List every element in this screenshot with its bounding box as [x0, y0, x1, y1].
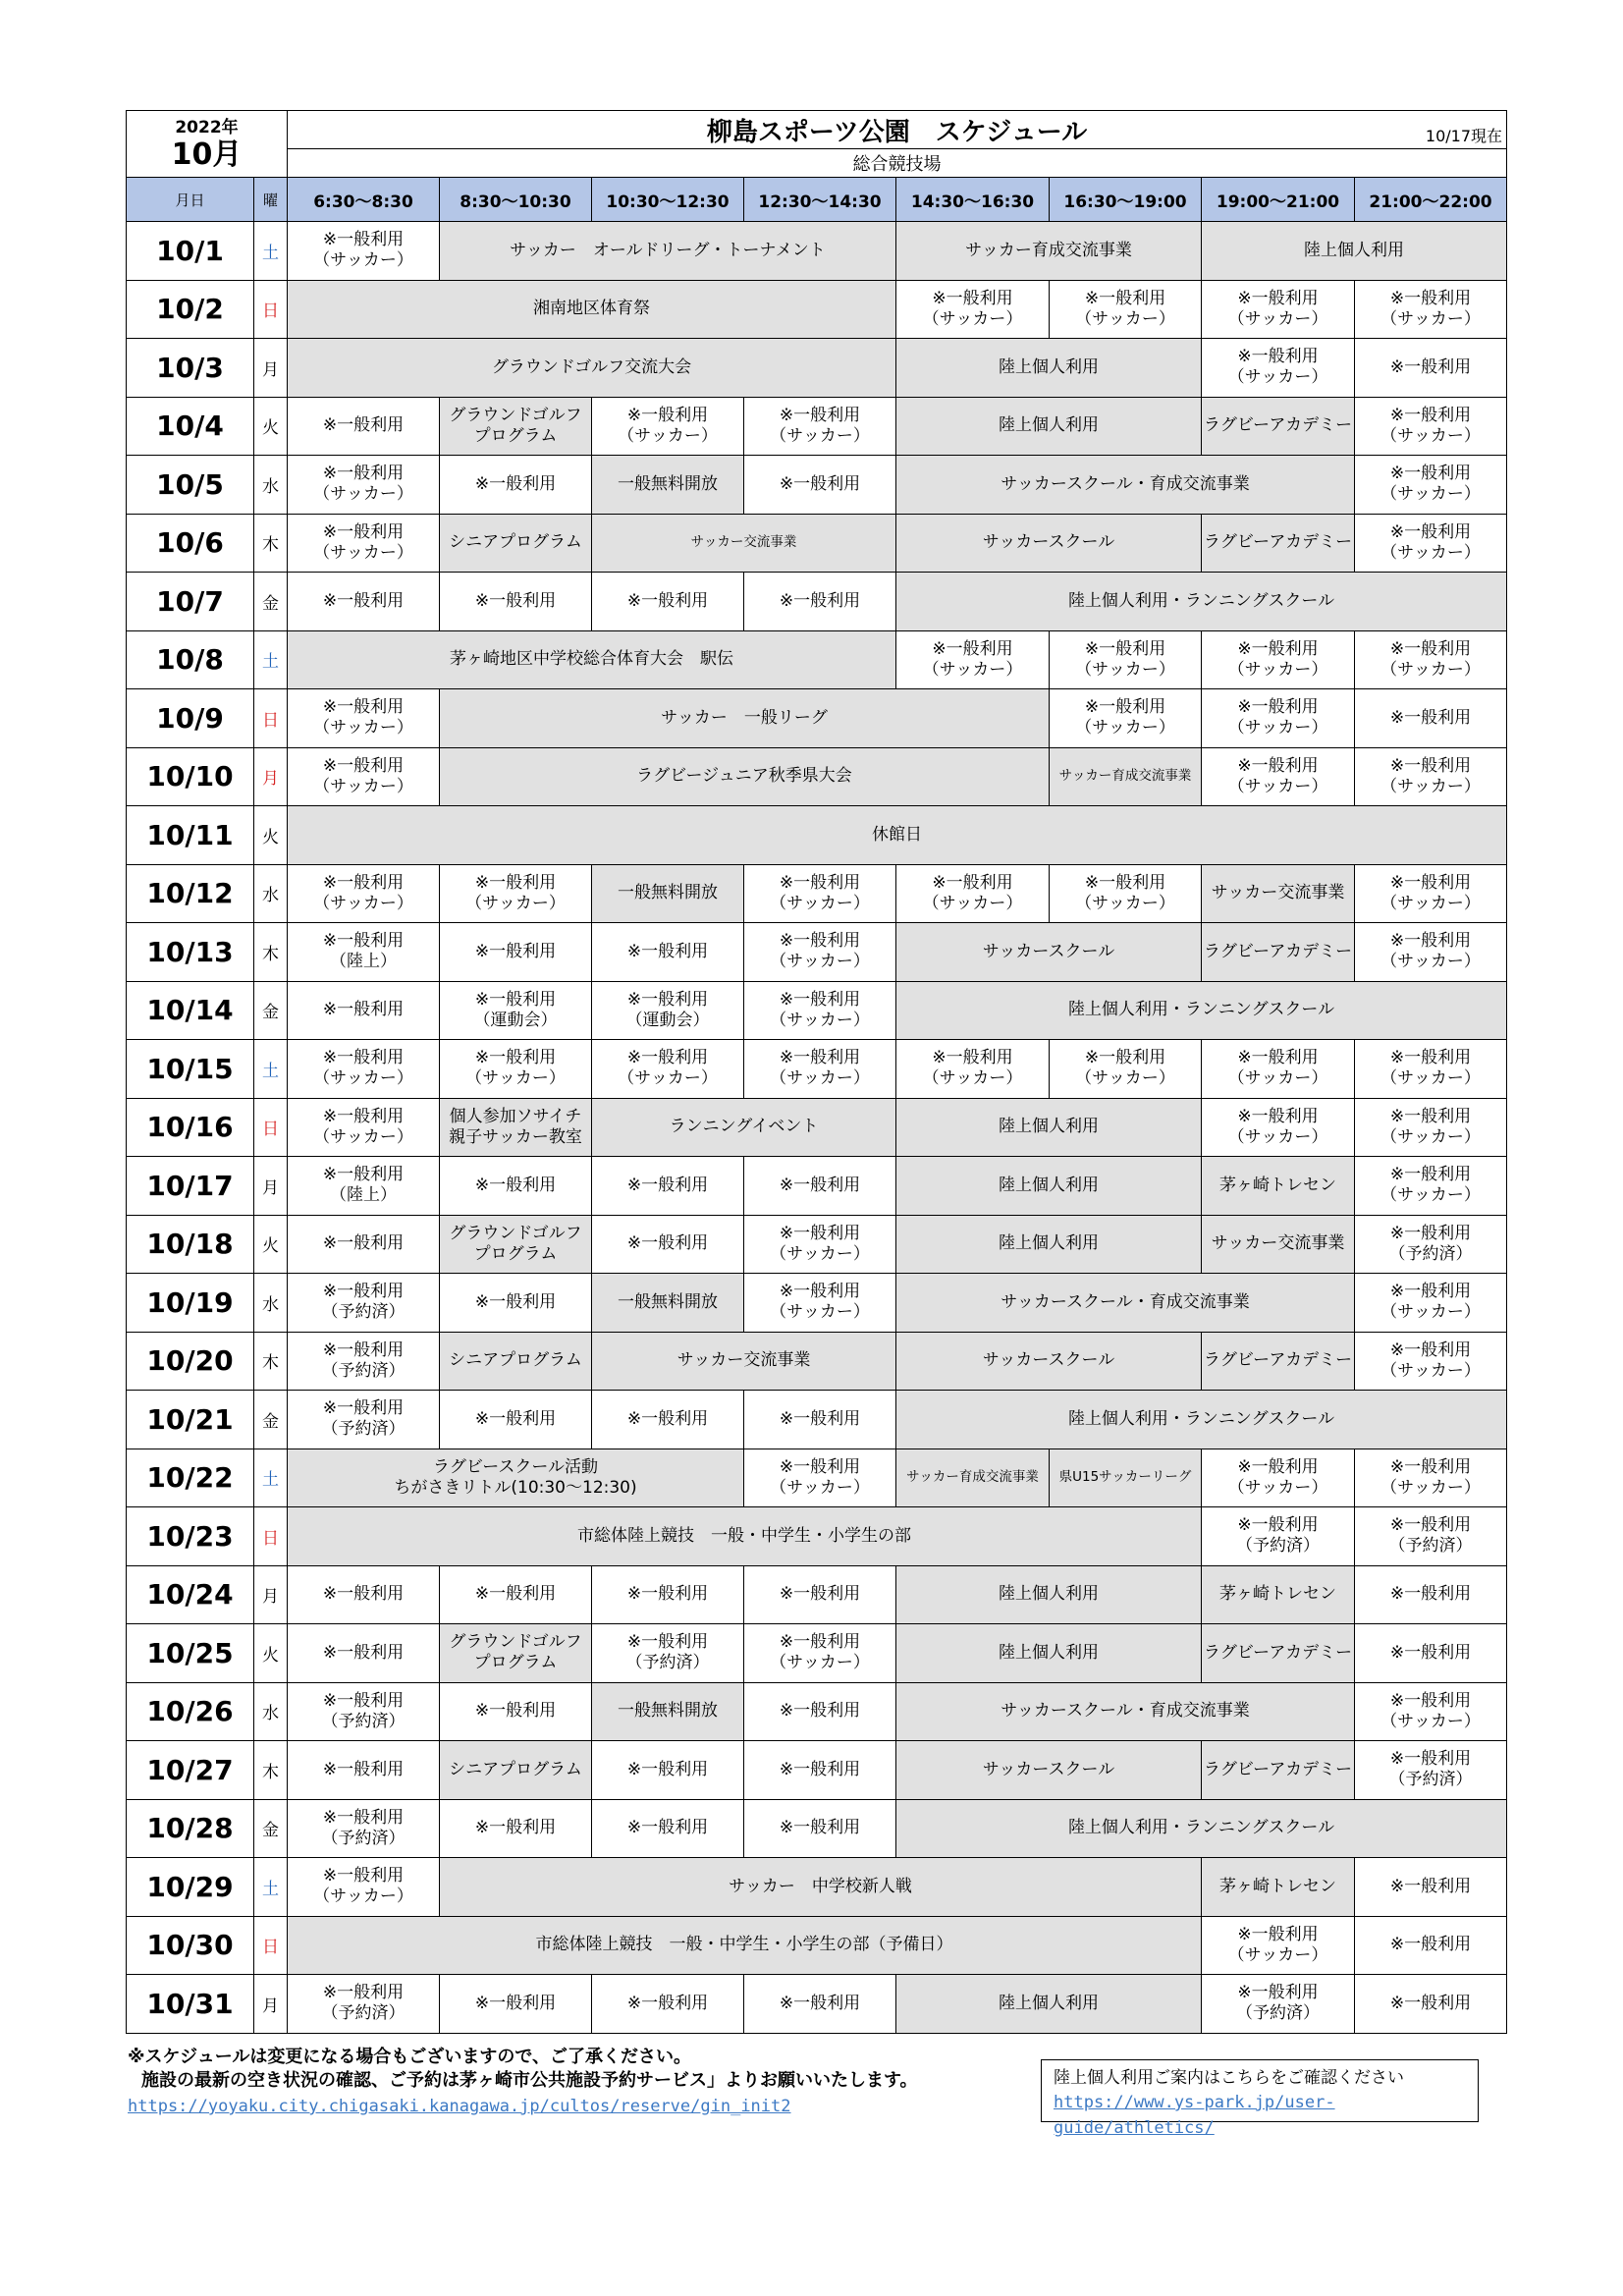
table-row: [127, 923, 1507, 982]
date-cell: 10/3: [127, 339, 254, 398]
schedule-cell: ※一般利用: [440, 1157, 592, 1216]
as-of-date: 10/17現在: [1425, 127, 1503, 145]
weekday-cell: 金: [254, 1799, 288, 1858]
weekday-cell: 金: [254, 1391, 288, 1449]
date-cell: 10/29: [127, 1858, 254, 1917]
schedule-cell: ※一般利用 （サッカー）: [1202, 1098, 1355, 1157]
schedule-cell: ※一般利用: [592, 1975, 744, 2034]
table-row: [127, 864, 1507, 923]
schedule-cell: 茅ヶ崎トレセン: [1202, 1565, 1355, 1624]
schedule-cell: ※一般利用 （サッカー）: [1202, 1916, 1355, 1975]
table-row: [127, 222, 1507, 281]
schedule-cell: ※一般利用 （サッカー）: [896, 864, 1050, 923]
schedule-cell: ※一般利用 （サッカー）: [1050, 1040, 1202, 1099]
schedule-cell: 陸上個人利用: [896, 397, 1202, 456]
date-cell: 10/28: [127, 1799, 254, 1858]
schedule-cell: 陸上個人利用: [896, 1157, 1202, 1216]
schedule-cell: ※一般利用 （サッカー）: [896, 630, 1050, 689]
weekday-cell: 月: [254, 747, 288, 806]
schedule-cell: ※一般利用: [744, 1157, 896, 1216]
schedule-cell: ※一般利用 （サッカー）: [1355, 923, 1507, 982]
schedule-cell: ※一般利用 （サッカー）: [288, 456, 440, 515]
weekday-cell: 金: [254, 981, 288, 1040]
date-cell: 10/10: [127, 747, 254, 806]
year-month-cell: [127, 111, 288, 178]
schedule-cell: ラグビーアカデミー: [1202, 1741, 1355, 1800]
schedule-cell: ※一般利用 （サッカー）: [744, 1449, 896, 1507]
weekday-cell: 日: [254, 280, 288, 339]
weekday-cell: 水: [254, 1274, 288, 1333]
weekday-cell: 月: [254, 339, 288, 398]
schedule-cell: 陸上個人利用・ランニングスクール: [896, 573, 1507, 631]
weekday-cell: 月: [254, 1565, 288, 1624]
schedule-cell: ※一般利用 （予約済）: [1202, 1975, 1355, 2034]
schedule-cell: 茅ヶ崎地区中学校総合体育大会 駅伝: [288, 630, 896, 689]
col-date-header: 月日: [127, 178, 254, 222]
schedule-cell: シニアプログラム: [440, 514, 592, 573]
schedule-cell: ※一般利用 （サッカー）: [1355, 1098, 1507, 1157]
schedule-cell: ※一般利用 （予約済）: [288, 1682, 440, 1741]
schedule-cell: ※一般利用 （サッカー）: [592, 397, 744, 456]
time-slot-header: 12:30～14:30: [744, 178, 896, 222]
table-row: [127, 1215, 1507, 1274]
athletics-guide-link[interactable]: https://www.ys-park.jp/user-guide/athletics/: [1054, 2093, 1335, 2138]
table-row: [127, 280, 1507, 339]
schedule-cell: ※一般利用 （サッカー）: [1202, 747, 1355, 806]
table-row: [127, 1858, 1507, 1917]
schedule-cell: ※一般利用 （サッカー）: [744, 1624, 896, 1683]
schedule-cell: ※一般利用: [592, 1391, 744, 1449]
weekday-cell: 土: [254, 222, 288, 281]
schedule-cell: ※一般利用 （サッカー）: [744, 981, 896, 1040]
weekday-cell: 月: [254, 1975, 288, 2034]
schedule-cell: 茅ヶ崎トレセン: [1202, 1157, 1355, 1216]
schedule-cell: サッカー交流事業: [592, 1332, 896, 1391]
schedule-cell: ※一般利用 （サッカー）: [1050, 630, 1202, 689]
date-cell: 10/2: [127, 280, 254, 339]
schedule-cell: 市総体陸上競技 一般・中学生・小学生の部: [288, 1507, 1202, 1566]
schedule-cell: サッカー育成交流事業: [896, 222, 1202, 281]
schedule-cell: 陸上個人利用: [896, 339, 1202, 398]
reservation-link[interactable]: https://yoyaku.city.chigasaki.kanagawa.jp/cultos/reserve/gin_init2: [128, 2097, 791, 2116]
schedule-cell: ※一般利用 （サッカー）: [896, 1040, 1050, 1099]
schedule-cell: ※一般利用: [1355, 339, 1507, 398]
schedule-cell: サッカースクール: [896, 1741, 1202, 1800]
schedule-cell: ※一般利用 （サッカー）: [592, 1040, 744, 1099]
table-row: [127, 514, 1507, 573]
schedule-cell: サッカースクール: [896, 514, 1202, 573]
schedule-cell: ※一般利用: [592, 1215, 744, 1274]
date-cell: 10/15: [127, 1040, 254, 1099]
time-slot-header: 16:30～19:00: [1050, 178, 1202, 222]
schedule-cell: ※一般利用 （サッカー）: [1202, 1449, 1355, 1507]
table-row: [127, 1449, 1507, 1507]
schedule-cell: ※一般利用: [440, 1391, 592, 1449]
schedule-cell: 陸上個人利用: [896, 1098, 1202, 1157]
schedule-cell: ※一般利用 （予約済）: [288, 1799, 440, 1858]
table-row: [127, 1916, 1507, 1975]
schedule-cell: サッカースクール・育成交流事業: [896, 1274, 1355, 1333]
weekday-cell: 日: [254, 1916, 288, 1975]
schedule-cell: 陸上個人利用: [896, 1624, 1202, 1683]
weekday-cell: 火: [254, 1624, 288, 1683]
schedule-cell: ※一般利用 （サッカー）: [1355, 1449, 1507, 1507]
date-cell: 10/6: [127, 514, 254, 573]
schedule-cell: 陸上個人利用: [1202, 222, 1507, 281]
col-weekday-header: 曜: [254, 178, 288, 222]
schedule-cell: ※一般利用: [288, 1624, 440, 1683]
schedule-cell: ※一般利用 （サッカー）: [744, 864, 896, 923]
schedule-cell: 休館日: [288, 806, 1507, 865]
athletics-info-box: [1041, 2059, 1479, 2138]
schedule-cell: 陸上個人利用: [896, 1975, 1202, 2034]
schedule-cell: ※一般利用: [744, 456, 896, 515]
table-row: [127, 573, 1507, 631]
schedule-cell: ※一般利用 （サッカー）: [288, 747, 440, 806]
weekday-cell: 土: [254, 1858, 288, 1917]
schedule-cell: ※一般利用 （予約済）: [288, 1975, 440, 2034]
weekday-cell: 木: [254, 514, 288, 573]
date-cell: 10/13: [127, 923, 254, 982]
schedule-cell: ※一般利用 （運動会）: [592, 981, 744, 1040]
schedule-cell: ※一般利用: [288, 397, 440, 456]
table-row: [127, 1332, 1507, 1391]
schedule-cell: ※一般利用 （サッカー）: [440, 1040, 592, 1099]
schedule-cell: ※一般利用: [592, 573, 744, 631]
weekday-cell: 日: [254, 1098, 288, 1157]
weekday-cell: 木: [254, 923, 288, 982]
schedule-cell: ※一般利用 （サッカー）: [288, 864, 440, 923]
schedule-cell: ※一般利用: [744, 1682, 896, 1741]
weekday-cell: 金: [254, 573, 288, 631]
schedule-cell: シニアプログラム: [440, 1741, 592, 1800]
schedule-cell: ※一般利用: [744, 1741, 896, 1800]
table-row: [127, 1391, 1507, 1449]
table-row: [127, 1507, 1507, 1566]
schedule-cell: ラグビーアカデミー: [1202, 397, 1355, 456]
schedule-cell: ※一般利用: [440, 1682, 592, 1741]
table-row: [127, 1975, 1507, 2034]
date-cell: 10/21: [127, 1391, 254, 1449]
weekday-cell: 火: [254, 397, 288, 456]
schedule-cell: ※一般利用: [440, 1975, 592, 2034]
schedule-cell: ※一般利用: [1355, 1916, 1507, 1975]
weekday-cell: 日: [254, 1507, 288, 1566]
date-cell: 10/19: [127, 1274, 254, 1333]
schedule-cell: ※一般利用 （サッカー）: [1355, 1157, 1507, 1216]
date-cell: 10/14: [127, 981, 254, 1040]
schedule-cell: ※一般利用 （サッカー）: [1355, 456, 1507, 515]
table-row: [127, 397, 1507, 456]
schedule-cell: ※一般利用 （サッカー）: [744, 1215, 896, 1274]
schedule-sheet: [126, 110, 1506, 2034]
schedule-cell: ※一般利用 （陸上）: [288, 1157, 440, 1216]
time-slot-header: 14:30～16:30: [896, 178, 1050, 222]
schedule-cell: 一般無料開放: [592, 864, 744, 923]
schedule-cell: ※一般利用: [440, 573, 592, 631]
weekday-cell: 水: [254, 1682, 288, 1741]
schedule-cell: 陸上個人利用・ランニングスクール: [896, 1799, 1507, 1858]
time-slot-header: 10:30～12:30: [592, 178, 744, 222]
schedule-cell: ※一般利用: [744, 1391, 896, 1449]
date-cell: 10/12: [127, 864, 254, 923]
schedule-cell: ラグビースクール活動 ちがさきリトル(10:30～12:30): [288, 1449, 744, 1507]
schedule-cell: サッカー オールドリーグ・トーナメント: [440, 222, 896, 281]
schedule-cell: ※一般利用 （サッカー）: [1355, 864, 1507, 923]
schedule-cell: ※一般利用 （予約済）: [1355, 1507, 1507, 1566]
schedule-cell: ※一般利用 （サッカー）: [440, 864, 592, 923]
venue-name: 総合競技場: [288, 149, 1507, 178]
schedule-cell: サッカー 中学校新人戦: [440, 1858, 1202, 1917]
weekday-cell: 日: [254, 689, 288, 748]
date-cell: 10/5: [127, 456, 254, 515]
weekday-cell: 火: [254, 806, 288, 865]
schedule-cell: サッカー交流事業: [592, 514, 896, 573]
schedule-cell: ※一般利用 （サッカー）: [1202, 689, 1355, 748]
schedule-cell: ※一般利用 （サッカー）: [1050, 864, 1202, 923]
schedule-cell: ※一般利用: [288, 573, 440, 631]
schedule-cell: ※一般利用: [440, 1274, 592, 1333]
schedule-cell: ※一般利用: [592, 1741, 744, 1800]
schedule-cell: ※一般利用 （サッカー）: [288, 1858, 440, 1917]
table-row: [127, 1741, 1507, 1800]
schedule-cell: 陸上個人利用・ランニングスクール: [896, 1391, 1507, 1449]
schedule-cell: ※一般利用 （サッカー）: [1355, 514, 1507, 573]
schedule-cell: 陸上個人利用: [896, 1215, 1202, 1274]
schedule-cell: シニアプログラム: [440, 1332, 592, 1391]
schedule-cell: グラウンドゴルフ プログラム: [440, 1215, 592, 1274]
schedule-cell: ※一般利用 （サッカー）: [1355, 1332, 1507, 1391]
schedule-cell: ※一般利用 （サッカー）: [288, 222, 440, 281]
schedule-cell: ※一般利用: [1355, 1624, 1507, 1683]
table-row: [127, 1624, 1507, 1683]
table-row: [127, 456, 1507, 515]
time-slot-header: 21:00～22:00: [1355, 178, 1507, 222]
schedule-cell: ※一般利用 （サッカー）: [288, 689, 440, 748]
weekday-cell: 月: [254, 1157, 288, 1216]
schedule-cell: ※一般利用: [744, 1565, 896, 1624]
schedule-cell: ラグビーアカデミー: [1202, 514, 1355, 573]
table-row: [127, 1682, 1507, 1741]
schedule-cell: サッカースクール: [896, 1332, 1202, 1391]
schedule-cell: 市総体陸上競技 一般・中学生・小学生の部（予備日）: [288, 1916, 1202, 1975]
schedule-cell: ※一般利用 （予約済）: [1355, 1741, 1507, 1800]
date-cell: 10/24: [127, 1565, 254, 1624]
table-row: [127, 747, 1507, 806]
schedule-cell: ※一般利用 （サッカー）: [1202, 630, 1355, 689]
schedule-cell: ※一般利用 （予約済）: [288, 1332, 440, 1391]
date-cell: 10/22: [127, 1449, 254, 1507]
date-cell: 10/26: [127, 1682, 254, 1741]
footer-notes: [128, 2046, 1109, 2120]
date-cell: 10/16: [127, 1098, 254, 1157]
table-row: [127, 1040, 1507, 1099]
schedule-cell: 茅ヶ崎トレセン: [1202, 1858, 1355, 1917]
schedule-cell: ※一般利用: [744, 1799, 896, 1858]
athletics-info-text: 陸上個人利用ご案内はこちらをご確認ください: [1054, 2068, 1404, 2088]
schedule-cell: ※一般利用 （サッカー）: [744, 1040, 896, 1099]
schedule-cell: サッカー交流事業: [1202, 1215, 1355, 1274]
weekday-cell: 火: [254, 1215, 288, 1274]
schedule-cell: 湘南地区体育祭: [288, 280, 896, 339]
schedule-cell: ※一般利用: [592, 1565, 744, 1624]
table-row: [127, 689, 1507, 748]
time-slot-header: 8:30～10:30: [440, 178, 592, 222]
date-cell: 10/9: [127, 689, 254, 748]
date-cell: 10/17: [127, 1157, 254, 1216]
schedule-cell: ※一般利用 （予約済）: [288, 1391, 440, 1449]
page-title: 柳島スポーツ公園 スケジュール: [706, 117, 1088, 147]
schedule-cell: ※一般利用 （陸上）: [288, 923, 440, 982]
date-cell: 10/30: [127, 1916, 254, 1975]
schedule-cell: ※一般利用 （予約済）: [1355, 1215, 1507, 1274]
schedule-cell: サッカー育成交流事業: [1050, 747, 1202, 806]
schedule-cell: ※一般利用: [1355, 689, 1507, 748]
schedule-cell: ※一般利用: [744, 573, 896, 631]
schedule-cell: ※一般利用 （サッカー）: [1202, 280, 1355, 339]
date-cell: 10/11: [127, 806, 254, 865]
weekday-cell: 水: [254, 864, 288, 923]
schedule-cell: ※一般利用: [440, 1565, 592, 1624]
schedule-cell: ※一般利用 （サッカー）: [744, 1274, 896, 1333]
schedule-cell: ※一般利用: [440, 456, 592, 515]
time-slot-header: 6:30～8:30: [288, 178, 440, 222]
schedule-cell: ※一般利用 （サッカー）: [744, 923, 896, 982]
schedule-cell: サッカー 一般リーグ: [440, 689, 1050, 748]
schedule-cell: ※一般利用 （運動会）: [440, 981, 592, 1040]
schedule-cell: ※一般利用: [592, 1157, 744, 1216]
schedule-cell: ※一般利用 （サッカー）: [288, 1098, 440, 1157]
table-row: [127, 1799, 1507, 1858]
schedule-cell: ※一般利用 （サッカー）: [1355, 397, 1507, 456]
schedule-cell: サッカースクール: [896, 923, 1202, 982]
schedule-cell: ※一般利用: [288, 981, 440, 1040]
schedule-cell: ※一般利用 （サッカー）: [1202, 1040, 1355, 1099]
table-row: [127, 630, 1507, 689]
schedule-cell: ※一般利用 （サッカー）: [744, 397, 896, 456]
weekday-cell: 土: [254, 630, 288, 689]
table-row: [127, 981, 1507, 1040]
schedule-cell: ※一般利用 （サッカー）: [1355, 747, 1507, 806]
schedule-cell: ※一般利用: [592, 1799, 744, 1858]
date-cell: 10/25: [127, 1624, 254, 1683]
schedule-cell: ※一般利用 （サッカー）: [1202, 339, 1355, 398]
schedule-cell: 陸上個人利用・ランニングスクール: [896, 981, 1507, 1040]
schedule-cell: ※一般利用: [1355, 1565, 1507, 1624]
date-cell: 10/1: [127, 222, 254, 281]
weekday-cell: 土: [254, 1040, 288, 1099]
schedule-cell: ※一般利用: [288, 1215, 440, 1274]
date-cell: 10/8: [127, 630, 254, 689]
table-row: [127, 1157, 1507, 1216]
change-notice: ※スケジュールは変更になる場合もございますので、ご了承ください。: [128, 2047, 692, 2067]
schedule-cell: ※一般利用 （サッカー）: [1355, 1682, 1507, 1741]
header-row: [127, 178, 1507, 222]
schedule-table: [126, 110, 1507, 2034]
schedule-cell: ※一般利用 （サッカー）: [288, 514, 440, 573]
schedule-cell: 個人参加ソサイチ 親子サッカー教室: [440, 1098, 592, 1157]
schedule-cell: ※一般利用: [592, 923, 744, 982]
table-row: [127, 1274, 1507, 1333]
reservation-notice: 施設の最新の空き状況の確認、ご予約は茅ヶ崎市公共施設予約サービス」よりお願いいたします。: [141, 2070, 918, 2091]
schedule-cell: ※一般利用 （サッカー）: [1355, 1274, 1507, 1333]
schedule-cell: サッカー育成交流事業: [896, 1449, 1050, 1507]
schedule-cell: ※一般利用 （予約済）: [1202, 1507, 1355, 1566]
date-cell: 10/31: [127, 1975, 254, 2034]
schedule-cell: 陸上個人利用: [896, 1565, 1202, 1624]
table-row: [127, 806, 1507, 865]
table-row: [127, 339, 1507, 398]
schedule-cell: ※一般利用: [744, 1975, 896, 2034]
date-cell: 10/27: [127, 1741, 254, 1800]
weekday-cell: 水: [254, 456, 288, 515]
month-label: 10月: [171, 137, 243, 172]
schedule-cell: ラグビージュニア秋季県大会: [440, 747, 1050, 806]
date-cell: 10/20: [127, 1332, 254, 1391]
date-cell: 10/7: [127, 573, 254, 631]
table-row: [127, 1565, 1507, 1624]
date-cell: 10/4: [127, 397, 254, 456]
schedule-cell: ※一般利用: [1355, 1975, 1507, 2034]
schedule-cell: ※一般利用: [440, 923, 592, 982]
schedule-cell: ※一般利用: [288, 1565, 440, 1624]
schedule-cell: ※一般利用 （サッカー）: [1355, 1040, 1507, 1099]
schedule-cell: ラグビーアカデミー: [1202, 1624, 1355, 1683]
schedule-cell: グラウンドゴルフ プログラム: [440, 1624, 592, 1683]
schedule-cell: ※一般利用 （サッカー）: [1355, 280, 1507, 339]
schedule-cell: グラウンドゴルフ交流大会: [288, 339, 896, 398]
schedule-cell: ※一般利用 （サッカー）: [1050, 280, 1202, 339]
schedule-cell: 一般無料開放: [592, 1682, 744, 1741]
schedule-cell: サッカースクール・育成交流事業: [896, 456, 1355, 515]
weekday-cell: 木: [254, 1741, 288, 1800]
schedule-cell: ラグビーアカデミー: [1202, 923, 1355, 982]
schedule-cell: ※一般利用: [288, 1741, 440, 1800]
schedule-cell: ※一般利用 （サッカー）: [1355, 630, 1507, 689]
table-row: [127, 1098, 1507, 1157]
schedule-cell: 一般無料開放: [592, 456, 744, 515]
schedule-cell: サッカースクール・育成交流事業: [896, 1682, 1355, 1741]
schedule-cell: 一般無料開放: [592, 1274, 744, 1333]
schedule-cell: ラグビーアカデミー: [1202, 1332, 1355, 1391]
schedule-cell: ※一般利用 （サッカー）: [288, 1040, 440, 1099]
time-slot-header: 19:00～21:00: [1202, 178, 1355, 222]
schedule-cell: 県U15サッカーリーグ: [1050, 1449, 1202, 1507]
schedule-cell: サッカー交流事業: [1202, 864, 1355, 923]
date-cell: 10/23: [127, 1507, 254, 1566]
schedule-cell: ※一般利用: [440, 1799, 592, 1858]
schedule-cell: ※一般利用 （予約済）: [288, 1274, 440, 1333]
schedule-cell: ランニングイベント: [592, 1098, 896, 1157]
date-cell: 10/18: [127, 1215, 254, 1274]
schedule-cell: ※一般利用 （サッカー）: [1050, 689, 1202, 748]
weekday-cell: 土: [254, 1449, 288, 1507]
year-label: 2022年: [175, 117, 239, 137]
schedule-cell: グラウンドゴルフ プログラム: [440, 397, 592, 456]
title-cell: [288, 111, 1507, 149]
weekday-cell: 木: [254, 1332, 288, 1391]
schedule-cell: ※一般利用 （予約済）: [592, 1624, 744, 1683]
schedule-cell: ※一般利用: [1355, 1858, 1507, 1917]
schedule-cell: ※一般利用 （サッカー）: [896, 280, 1050, 339]
